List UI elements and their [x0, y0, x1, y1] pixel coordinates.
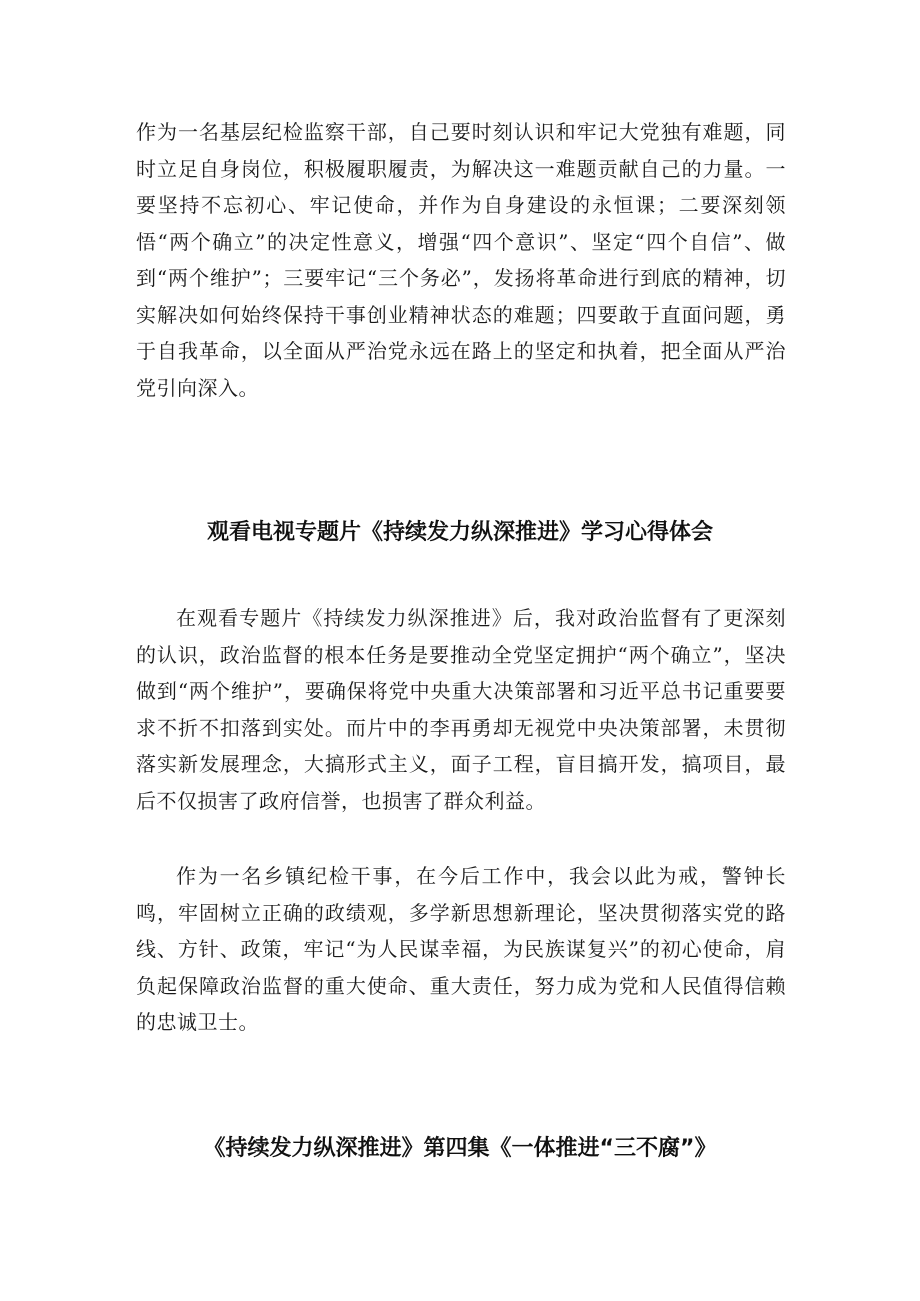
section-heading-1: 观看电视专题片《持续发力纵深推进》学习心得体会: [206, 520, 713, 545]
section-heading-2: 《持续发力纵深推进》第四集《一体推进“三不腐”》: [203, 1136, 717, 1161]
body-paragraph-3: 作为一名乡镇纪检干事，在今后工作中，我会以此为戒，警钟长鸣，牢固树立正确的政绩观，多学新思想新理论，坚决贯彻落实党的路线、方针、政策，牢记“为人民谋幸福，为民族谋复兴”的初心使命，肩负起保障政治监督的重大使命、重大责任，努力成为党和人民值得信赖的忠诚卫士。: [136, 864, 786, 1034]
body-paragraph-1: 作为一名基层纪检监察干部，自己要时刻认识和牢记大党独有难题，同时立足自身岗位，积极履职履责，为解决这一难题贡献自己的力量。一要坚持不忘初心、牢记使命，并作为自身建设的永恒课；二要深刻领悟“两个确立”的决定性意义，增强“四个意识”、坚定“四个自信”、做到“两个维护”；三要牢记“三个务必”，发扬将革命进行到底的精神，切实解决如何始终保持干事创业精神状态的难题；四要敢于直面问题，勇于自我革命，以全面从严治党永远在路上的坚定和执着，把全面从严治党引向深入。: [136, 120, 786, 400]
body-paragraph-2: 在观看专题片《持续发力纵深推进》后，我对政治监督有了更深刻的认识，政治监督的根本任务是要推动全党坚定拥护“两个确立”，坚决做到“两个维护”，要确保将党中央重大决策部署和习近平总书记重要要求不折不扣落到实处。而片中的李再勇却无视党中央决策部署，未贯彻落实新发展理念，大搞形式主义，面子工程，盲目搞开发，搞项目，最后不仅损害了政府信誉，也损害了群众利益。: [136, 606, 786, 813]
